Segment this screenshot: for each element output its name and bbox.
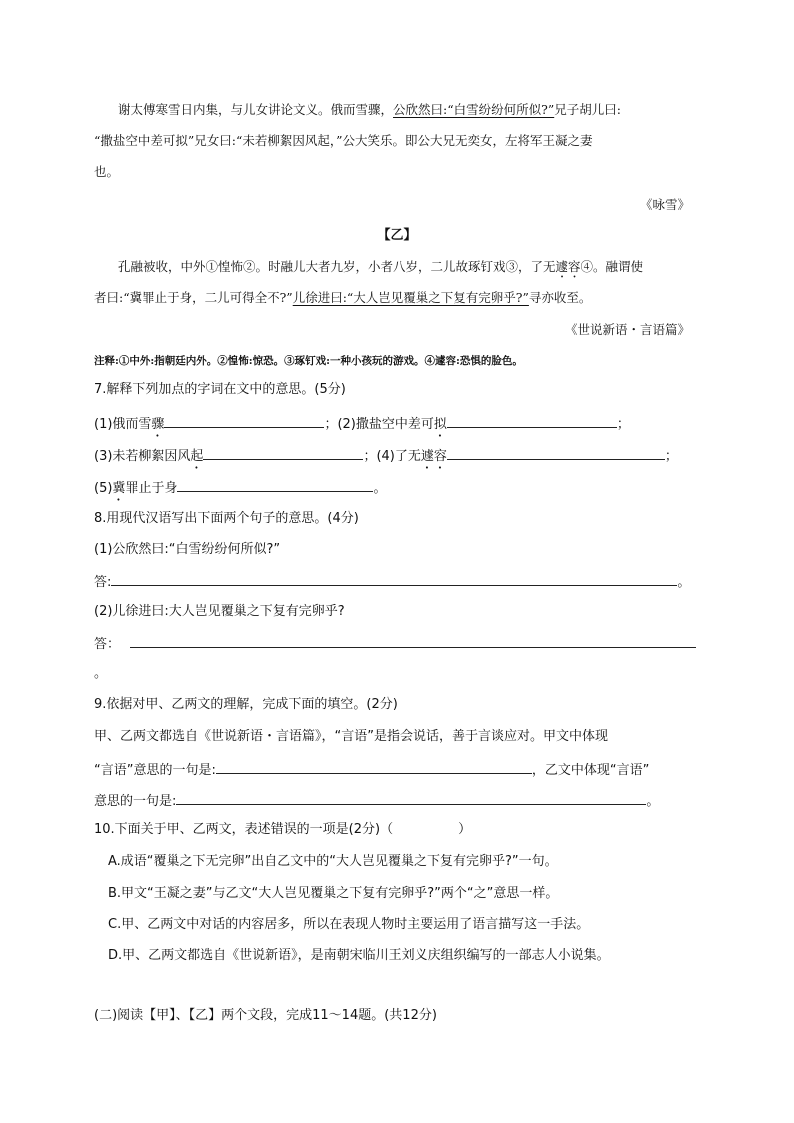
q7-row-1	[94, 413, 630, 440]
q7-item-2-dotted: 拟	[433, 417, 447, 432]
jia-text: 谢太傅寒雪日内集，与儿女讲论文义。俄而雪骤，	[118, 102, 394, 117]
q7-item-1-blank[interactable]	[164, 413, 324, 428]
yi-dotted-word: 遽容	[555, 259, 581, 274]
yi-heading: 【乙】	[377, 228, 417, 243]
yi-text: 寻亦收至。	[528, 290, 592, 305]
q7-item-1-label: (1)俄而雪	[94, 417, 152, 432]
q7-stem: 7.解释下列加点的字词在文中的意思。(5分)	[94, 382, 346, 397]
q8-answer-1-blank[interactable]	[111, 571, 677, 586]
q7-item-4-dotted: 遽容	[420, 449, 447, 464]
q8-answer-1-label: 答:	[94, 575, 112, 590]
yi-line-1	[118, 257, 643, 281]
jia-text: 兄子胡儿曰:	[554, 102, 621, 117]
q9-blank-1[interactable]	[216, 759, 532, 774]
q10-stem: 10.下面关于甲、乙两文，表述错误的一项是(2分)（ ）	[94, 822, 472, 837]
q10-option-c[interactable]: C.甲、乙两文中对话的内容居多，所以在表现人物时主要运用了语言描写这一手法。	[108, 917, 590, 932]
q7-item-2-label: ；(2)撒盐空中差可	[324, 417, 434, 432]
q9-line-2	[94, 759, 649, 781]
q8-sentence-1: (1)公欣然曰:“白雪纷纷何所似?”	[94, 542, 281, 557]
q8-answer-2-period: 。	[94, 666, 108, 681]
q10-option-a[interactable]: A.成语“覆巢之下无完卵”出自乙文中的“大人岂见覆巢之下复有完卵乎?”一句。	[108, 854, 558, 869]
q10-option-b[interactable]: B.甲文“王凝之妻”与乙文“大人岂见覆巢之下复有完卵乎?”两个“之”意思一样。	[108, 886, 559, 901]
q8-period: 。	[677, 575, 691, 590]
q10-option-d[interactable]: D.甲、乙两文都选自《世说新语》，是南朝宋临川王刘义庆组织编写的一部志人小说集。	[108, 948, 610, 963]
q7-item-5-text: 罪止于身	[125, 481, 178, 496]
q8-stem: 8.用现代汉语写出下面两个句子的意思。(4分)	[94, 511, 359, 526]
annotation-note: 注释:①中外:指朝廷内外。②惶怖:惊恐。③琢钉戏:一种小孩玩的游戏。④遽容:恐惧的脸色。	[94, 355, 523, 367]
q8-answer-2-blank[interactable]	[130, 633, 696, 648]
q9-line-2-text: ，乙文中体现“言语”	[531, 763, 650, 778]
jia-line-3: 也。	[94, 164, 120, 179]
q7-item-1-dotted: 骤	[151, 417, 165, 432]
q7-row-2	[94, 445, 678, 472]
q9-line-1: 甲、乙两文都选自《世说新语・言语篇》，“言语”是指会说话，善于言谈应对。甲文中体现	[94, 729, 608, 744]
q8-answer-2-label: 答：	[94, 637, 121, 652]
jia-line-2: “撒盐空中差可拟”兄女曰:“未若柳絮因风起，”公大笑乐。即公大兄无奕女，左将军王凝之妻	[94, 133, 593, 148]
q7-item-3-blank[interactable]	[203, 445, 363, 460]
q7-item-3-label: (3)未若柳絮因风	[94, 449, 191, 464]
q7-item-5-blank[interactable]	[177, 477, 373, 492]
q9-blank-2[interactable]	[176, 790, 646, 805]
q9-period: 。	[646, 794, 660, 809]
section-2-heading: (二)阅读【甲】、【乙】两个文段，完成11～14题。(共12分)	[94, 1008, 437, 1023]
jia-line-1	[118, 100, 621, 120]
q7-item-5-dotted: 冀	[112, 481, 126, 496]
q7-period: 。	[373, 481, 387, 496]
q7-item-2-blank[interactable]	[447, 413, 617, 428]
q7-semicolon: ；	[664, 449, 678, 464]
q7-item-4-label: ；(4)了无	[363, 449, 421, 464]
q9-line-2-label: “言语”意思的一句是:	[94, 763, 216, 778]
q8-sentence-2: (2)儿徐进曰:大人岂见覆巢之下复有完卵乎?	[94, 604, 345, 619]
jia-source: 《咏雪》	[639, 197, 690, 212]
q7-item-3-dotted: 起	[190, 449, 204, 464]
q9-stem: 9.依据对甲、乙两文的理解，完成下面的填空。(2分)	[94, 697, 398, 712]
q9-line-3-label: 意思的一句是:	[94, 794, 177, 809]
yi-text: ④。融谓使	[580, 259, 644, 274]
q7-item-5-label: (5)	[94, 481, 113, 496]
jia-underlined-quote: 公欣然曰:“白雪纷纷何所似?”	[393, 102, 555, 117]
yi-text: 者曰:“冀罪止于身，二儿可得全不?”	[94, 290, 293, 305]
yi-source: 《世说新语・言语篇》	[564, 322, 690, 337]
yi-text: 孔融被收，中外①惶怖②。时融儿大者九岁，小者八岁，二儿故琢钉戏③，了无	[118, 259, 556, 274]
q9-line-3	[94, 790, 659, 812]
q7-semicolon: ；	[616, 417, 630, 432]
q8-answer-2	[94, 633, 696, 655]
yi-line-2	[94, 288, 591, 308]
q7-row-3	[94, 477, 386, 504]
yi-underlined-quote: 儿徐进曰:“大人岂见覆巢之下复有完卵乎?”	[292, 290, 529, 305]
q7-item-4-blank[interactable]	[447, 445, 665, 460]
q8-answer-1	[94, 571, 690, 593]
